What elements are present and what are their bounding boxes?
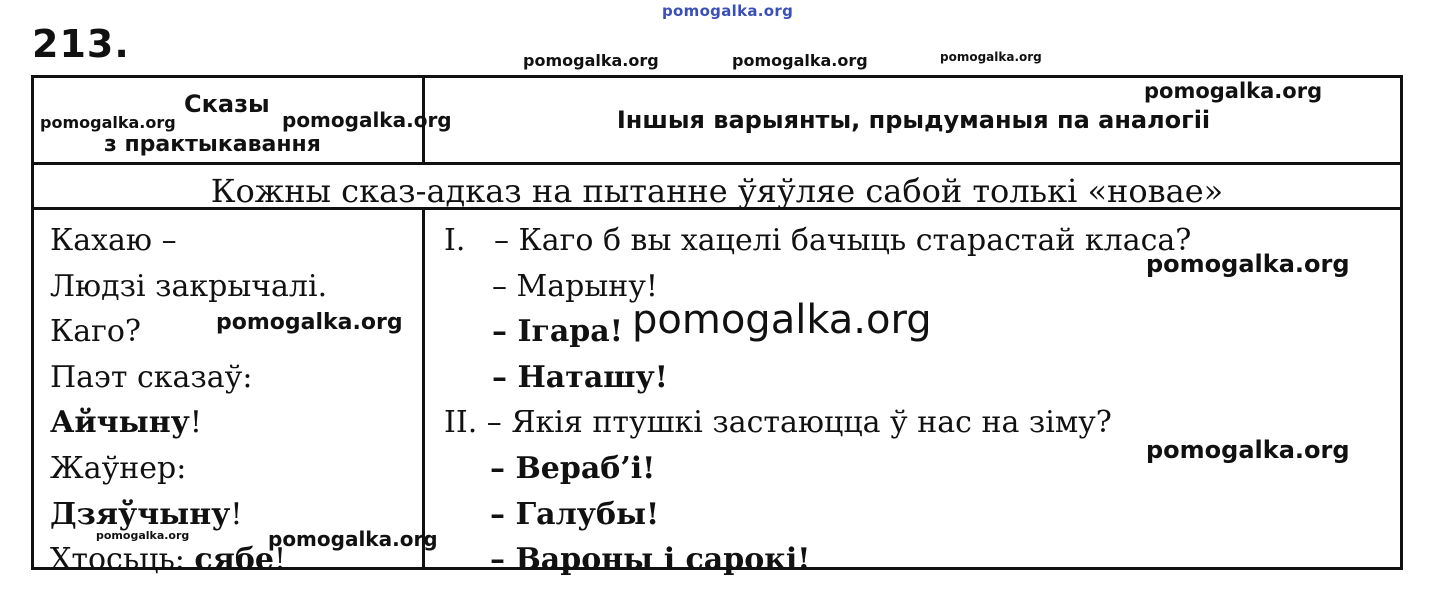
watermark: pomogalka.org <box>632 297 932 343</box>
header-left-subtitle: з практыкавання <box>104 132 321 157</box>
left-row: Паэт сказаў: <box>50 359 253 395</box>
left-row: Каго? <box>50 314 141 350</box>
divider <box>422 207 425 569</box>
left-row: Жаўнер: <box>50 450 187 486</box>
answer-row: – Вароны і сарокі! <box>490 542 811 578</box>
answer-row: – Галубы! <box>490 496 660 532</box>
header-right: Іншыя варыянты, прыдуманыя па аналогіі <box>616 106 1211 134</box>
left-row: Людзі закрычалі. <box>50 268 328 304</box>
watermark: pomogalka.org <box>268 527 438 551</box>
watermark: pomogalka.org <box>732 51 868 70</box>
watermark: pomogalka.org <box>1146 436 1350 464</box>
watermark: pomogalka.org <box>1144 79 1323 103</box>
watermark: pomogalka.org <box>282 108 452 132</box>
watermark-top: pomogalka.org <box>662 2 794 20</box>
watermark: pomogalka.org <box>940 50 1042 64</box>
answer-row: – Наташу! <box>492 359 668 395</box>
watermark: pomogalka.org <box>523 51 659 70</box>
left-row: Хтосьць: сябе! <box>50 542 287 578</box>
banner-row: Кожны сказ-адказ на пытанне ўяўляе сабой толькі «новае» <box>210 172 1224 210</box>
header-left-title: Сказы <box>184 90 270 118</box>
answer-row: – Марыну! <box>492 268 658 304</box>
exercise-number: 213. <box>32 22 130 66</box>
left-row: Дзяўчыну! <box>50 496 243 532</box>
question-row: I. – Каго б вы хацелі бачыць старастай класа? <box>444 223 1192 258</box>
answer-row: – Вераб’і! <box>490 450 656 486</box>
watermark: pomogalka.org <box>1146 250 1350 278</box>
left-row: Айчыну! <box>50 405 202 441</box>
watermark: pomogalka.org <box>40 113 176 132</box>
right-column <box>444 218 1191 583</box>
left-row: Кахаю – <box>50 223 177 258</box>
answer-row: – Ігара! <box>492 314 623 350</box>
question-row: II. – Якія птушкі застаюцца ў нас на зіму? <box>444 405 1112 441</box>
watermark: pomogalka.org <box>96 529 190 542</box>
watermark: pomogalka.org <box>216 310 403 335</box>
